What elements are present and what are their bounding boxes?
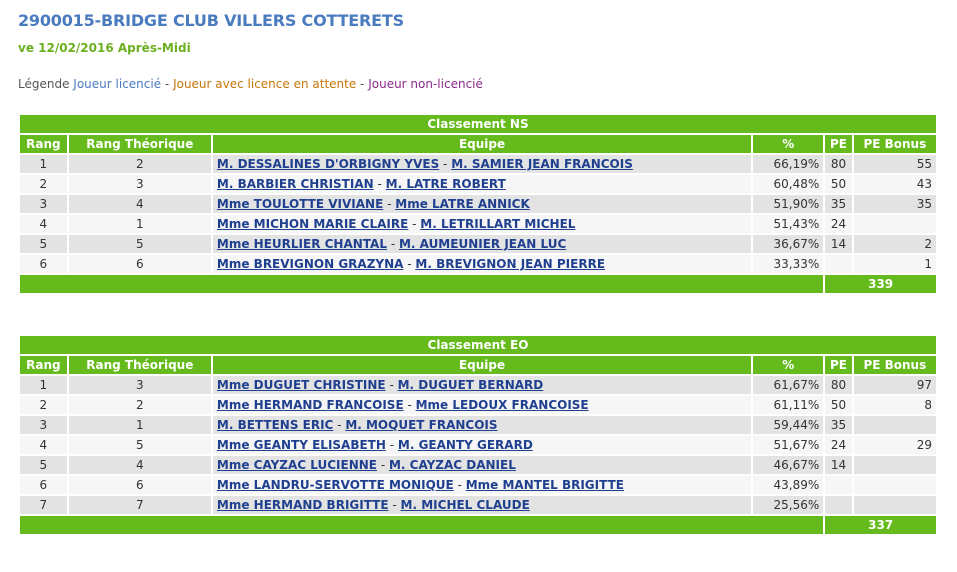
rang-theorique-cell: 3 — [69, 376, 211, 394]
player-link[interactable]: Mme LATRE ANNICK — [395, 197, 530, 211]
pe-bonus-cell: 29 — [854, 436, 936, 454]
pct-cell: 25,56% — [753, 496, 823, 514]
column-header-equipe: Equipe — [213, 356, 751, 374]
pe-bonus-cell — [854, 456, 936, 474]
rang-cell: 1 — [20, 155, 67, 173]
column-header-pe: PE — [825, 356, 851, 374]
equipe-cell — [213, 235, 751, 253]
rang-theorique-cell: 6 — [69, 476, 211, 494]
pct-cell: 59,44% — [753, 416, 823, 434]
table-row — [20, 416, 936, 434]
footer-blank — [20, 275, 823, 293]
equipe-cell — [213, 376, 751, 394]
player-link[interactable]: M. AUMEUNIER JEAN LUC — [398, 237, 567, 251]
pe-total: 339 — [825, 275, 936, 293]
rang-theorique-cell: 1 — [69, 416, 211, 434]
rang-cell: 7 — [20, 496, 67, 514]
player-link[interactable]: M. MICHEL CLAUDE — [400, 498, 530, 512]
player-link[interactable]: M. DUGUET BERNARD — [397, 378, 544, 392]
pct-cell: 51,43% — [753, 215, 823, 233]
pct-cell: 33,33% — [753, 255, 823, 273]
player-link[interactable]: Mme GEANTY ELISABETH — [216, 438, 386, 452]
player-separator: - — [383, 197, 396, 211]
player-link[interactable]: Mme DUGUET CHRISTINE — [216, 378, 386, 392]
player-separator: - — [403, 257, 416, 271]
pe-bonus-cell: 35 — [854, 195, 936, 213]
column-header-pe-bonus: PE Bonus — [854, 356, 936, 374]
pe-bonus-cell: 8 — [854, 396, 936, 414]
equipe-cell — [213, 476, 751, 494]
pe-cell — [825, 476, 851, 494]
legend-unlicensed: Joueur non-licencié — [368, 77, 483, 91]
player-separator: - — [388, 498, 401, 512]
player-link[interactable]: Mme HEURLIER CHANTAL — [216, 237, 387, 251]
rang-cell: 3 — [20, 416, 67, 434]
equipe-cell — [213, 175, 751, 193]
table-row — [20, 376, 936, 394]
equipe-cell — [213, 436, 751, 454]
player-separator: - — [333, 418, 346, 432]
rang-cell: 6 — [20, 255, 67, 273]
pe-cell — [825, 496, 851, 514]
player-separator: - — [385, 438, 398, 452]
pct-cell: 66,19% — [753, 155, 823, 173]
pe-total: 337 — [825, 516, 936, 534]
rang-theorique-cell: 6 — [69, 255, 211, 273]
player-link[interactable]: Mme LEDOUX FRANCOISE — [415, 398, 589, 412]
legend-label: Légende — [18, 77, 70, 91]
page-title: 2900015-BRIDGE CLUB VILLERS COTTERETS — [18, 11, 404, 30]
player-link[interactable]: Mme CAYZAC LUCIENNE — [216, 458, 377, 472]
rang-theorique-cell: 3 — [69, 175, 211, 193]
rang-cell: 1 — [20, 376, 67, 394]
player-link[interactable]: M. LETRILLART MICHEL — [420, 217, 576, 231]
rang-theorique-cell: 2 — [69, 155, 211, 173]
pe-bonus-cell — [854, 416, 936, 434]
pe-cell: 24 — [825, 215, 851, 233]
table-row — [20, 456, 936, 474]
rang-theorique-cell: 7 — [69, 496, 211, 514]
player-link[interactable]: M. DESSALINES D'ORBIGNY YVES — [216, 157, 440, 171]
pe-bonus-cell: 1 — [854, 255, 936, 273]
pe-cell: 35 — [825, 416, 851, 434]
pe-cell: 14 — [825, 456, 851, 474]
pct-cell: 46,67% — [753, 456, 823, 474]
rang-theorique-cell: 4 — [69, 456, 211, 474]
player-link[interactable]: Mme MICHON MARIE CLAIRE — [216, 217, 409, 231]
equipe-cell — [213, 496, 751, 514]
column-header-rang: Rang — [20, 135, 67, 153]
equipe-cell — [213, 155, 751, 173]
table-row — [20, 436, 936, 454]
ranking-table-eo — [18, 334, 938, 536]
player-separator: - — [453, 478, 466, 492]
pe-bonus-cell — [854, 496, 936, 514]
rang-cell: 5 — [20, 235, 67, 253]
column-header-pct: % — [753, 356, 823, 374]
equipe-cell — [213, 255, 751, 273]
player-separator: - — [373, 177, 386, 191]
player-separator: - — [439, 157, 452, 171]
legend-pending: Joueur avec licence en attente — [173, 77, 357, 91]
player-separator: - — [385, 378, 398, 392]
column-header-pe: PE — [825, 135, 851, 153]
player-separator: - — [377, 458, 389, 472]
rang-cell: 2 — [20, 396, 67, 414]
table-caption: Classement EO — [20, 336, 936, 354]
pct-cell: 51,90% — [753, 195, 823, 213]
pct-cell: 36,67% — [753, 235, 823, 253]
player-link[interactable]: M. MOQUET FRANCOIS — [345, 418, 498, 432]
player-link[interactable]: M. GEANTY GERARD — [397, 438, 533, 452]
column-header-pe-bonus: PE Bonus — [854, 135, 936, 153]
table-row — [20, 155, 936, 173]
player-link[interactable]: M. CAYZAC DANIEL — [388, 458, 516, 472]
column-header-pct: % — [753, 135, 823, 153]
equipe-cell — [213, 456, 751, 474]
rang-cell: 4 — [20, 215, 67, 233]
pe-cell: 14 — [825, 235, 851, 253]
ranking-table-ns — [18, 113, 938, 295]
column-header-rang-theorique: Rang Théorique — [69, 135, 211, 153]
rang-theorique-cell: 4 — [69, 195, 211, 213]
pe-cell: 50 — [825, 175, 851, 193]
table-row — [20, 235, 936, 253]
pe-bonus-cell: 43 — [854, 175, 936, 193]
pe-cell: 80 — [825, 155, 851, 173]
pct-cell: 61,67% — [753, 376, 823, 394]
rang-cell: 6 — [20, 476, 67, 494]
session-date: ve 12/02/2016 Après-Midi — [18, 41, 191, 55]
pe-cell: 24 — [825, 436, 851, 454]
pe-bonus-cell: 97 — [854, 376, 936, 394]
rang-cell: 3 — [20, 195, 67, 213]
table-row — [20, 496, 936, 514]
pe-bonus-cell: 2 — [854, 235, 936, 253]
rang-cell: 2 — [20, 175, 67, 193]
player-separator: - — [408, 217, 421, 231]
pct-cell: 60,48% — [753, 175, 823, 193]
table-row — [20, 215, 936, 233]
rang-theorique-cell: 5 — [69, 235, 211, 253]
rang-cell: 5 — [20, 456, 67, 474]
player-link[interactable]: M. BARBIER CHRISTIAN — [216, 177, 374, 191]
table-row — [20, 195, 936, 213]
player-link[interactable]: Mme HERMAND FRANCOISE — [216, 398, 404, 412]
player-link[interactable]: Mme LANDRU-SERVOTTE MONIQUE — [216, 478, 454, 492]
player-link[interactable]: Mme HERMAND BRIGITTE — [216, 498, 389, 512]
rang-theorique-cell: 2 — [69, 396, 211, 414]
player-link[interactable]: Mme BREVIGNON GRAZYNA — [216, 257, 404, 271]
legend — [18, 77, 483, 91]
table-row — [20, 175, 936, 193]
column-header-rang-theorique: Rang Théorique — [69, 356, 211, 374]
pct-cell: 43,89% — [753, 476, 823, 494]
footer-blank — [20, 516, 823, 534]
player-link[interactable]: Mme TOULOTTE VIVIANE — [216, 197, 384, 211]
equipe-cell — [213, 215, 751, 233]
legend-separator: - — [356, 77, 369, 91]
rang-cell: 4 — [20, 436, 67, 454]
player-link[interactable]: M. LATRE ROBERT — [385, 177, 506, 191]
table-row — [20, 396, 936, 414]
player-link[interactable]: M. BREVIGNON JEAN PIERRE — [415, 257, 606, 271]
equipe-cell — [213, 416, 751, 434]
pe-bonus-cell: 55 — [854, 155, 936, 173]
equipe-cell — [213, 195, 751, 213]
pe-bonus-cell — [854, 215, 936, 233]
pe-bonus-cell — [854, 476, 936, 494]
player-separator: - — [403, 398, 416, 412]
pe-cell: 35 — [825, 195, 851, 213]
legend-separator: - — [161, 77, 174, 91]
player-link[interactable]: M. BETTENS ERIC — [216, 418, 334, 432]
equipe-cell — [213, 396, 751, 414]
table-row — [20, 255, 936, 273]
rang-theorique-cell: 5 — [69, 436, 211, 454]
rang-theorique-cell: 1 — [69, 215, 211, 233]
player-link[interactable]: Mme MANTEL BRIGITTE — [465, 478, 624, 492]
table-caption: Classement NS — [20, 115, 936, 133]
pct-cell: 61,11% — [753, 396, 823, 414]
pe-cell: 50 — [825, 396, 851, 414]
column-header-rang: Rang — [20, 356, 67, 374]
pe-cell: 80 — [825, 376, 851, 394]
pe-cell — [825, 255, 851, 273]
table-row — [20, 476, 936, 494]
pct-cell: 51,67% — [753, 436, 823, 454]
player-separator: - — [387, 237, 399, 251]
player-link[interactable]: M. SAMIER JEAN FRANCOIS — [451, 157, 633, 171]
column-header-equipe: Equipe — [213, 135, 751, 153]
legend-licensed: Joueur licencié — [73, 77, 162, 91]
